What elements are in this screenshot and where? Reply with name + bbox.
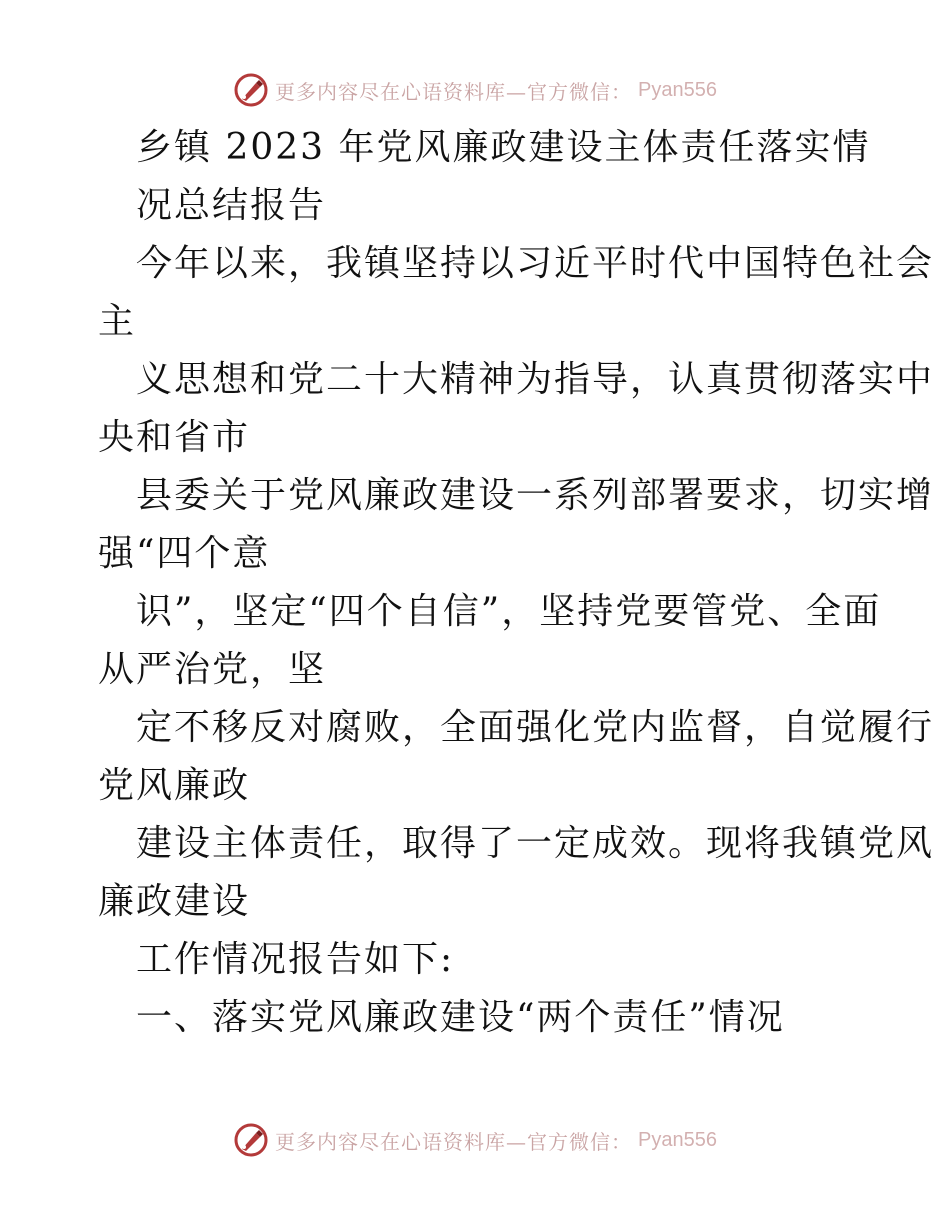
watermark-wechat-id: Pyan556 [638, 1128, 717, 1151]
watermark-text: 更多内容尽在心语资料库—官方微信： [275, 79, 633, 104]
watermark-header [0, 70, 950, 110]
doc-text-line: 央和省市 [98, 417, 251, 458]
doc-text-line: 义思想和党二十大精神为指导，认真贯彻落实中 [136, 359, 935, 400]
doc-text-line: 今年以来，我镇坚持以习近平时代中国特色社会 [136, 243, 935, 284]
doc-title-line-2: 况总结报告 [136, 185, 327, 226]
doc-text-line: 识”，坚定“四个自信”，坚持党要管党、全面 [136, 591, 882, 632]
pen-logo-icon [233, 72, 269, 108]
doc-text-line: 工作情况报告如下: [136, 939, 455, 980]
doc-text-line: 强“四个意 [98, 533, 271, 574]
watermark-footer [0, 1120, 950, 1160]
doc-text-line: 党风廉政 [98, 765, 251, 806]
watermark-wechat-id: Pyan556 [638, 78, 717, 101]
doc-section-heading: 一、落实党风廉政建设“两个责任”情况 [136, 997, 785, 1038]
watermark-text: 更多内容尽在心语资料库—官方微信： [275, 1129, 633, 1154]
doc-text-line: 县委关于党风廉政建设一系列部署要求，切实增 [136, 475, 935, 516]
pen-logo-icon [233, 1122, 269, 1158]
doc-title-line-1: 乡镇 2023 年党风廉政建设主体责任落实情 [136, 127, 871, 168]
doc-text-line: 廉政建设 [98, 881, 251, 922]
doc-text-line: 定不移反对腐败，全面强化党内监督，自觉履行 [136, 707, 935, 748]
doc-text-line: 建设主体责任，取得了一定成效。现将我镇党风 [136, 823, 935, 864]
doc-text-line: 主 [98, 301, 137, 342]
doc-text-line: 从严治党，坚 [98, 649, 327, 690]
